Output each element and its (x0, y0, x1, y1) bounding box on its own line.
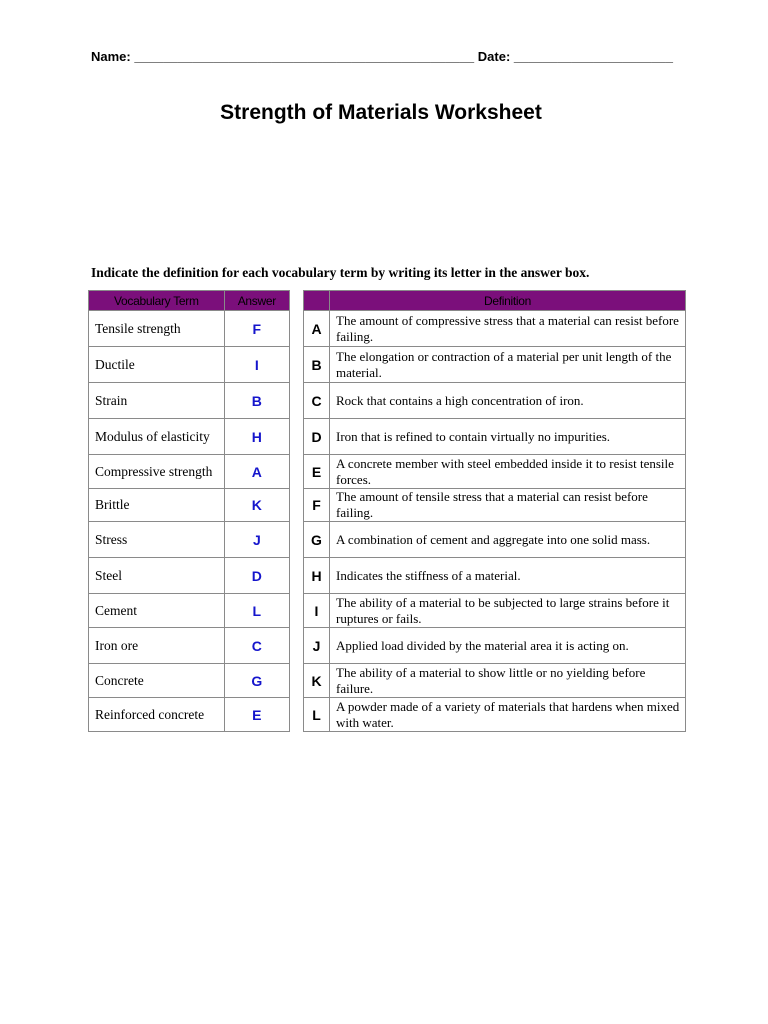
table-row (89, 489, 290, 522)
definition-text: Rock that contains a high concentration of iron. (330, 383, 686, 419)
table-row (304, 558, 686, 594)
table-row (89, 594, 290, 628)
table-row (89, 522, 290, 558)
definition-letter: C (304, 383, 330, 419)
definition-letter: B (304, 347, 330, 383)
vocabulary-table (88, 290, 290, 732)
definition-letter: J (304, 628, 330, 664)
definition-text: The amount of compressive stress that a material can resist before failing. (330, 311, 686, 347)
answer-box[interactable]: D (224, 558, 289, 594)
definition-text: A concrete member with steel embedded inside it to resist tensile forces. (330, 455, 686, 489)
answer-box[interactable]: E (224, 698, 289, 732)
definition-table-body (304, 311, 686, 732)
definition-letter: E (304, 455, 330, 489)
definition-letter: F (304, 489, 330, 522)
letter-header (304, 291, 330, 311)
definition-letter: A (304, 311, 330, 347)
table-row (304, 522, 686, 558)
vocabulary-table-body (89, 311, 290, 732)
definition-text: The ability of a material to show little or no yielding before failure. (330, 664, 686, 698)
vocabulary-term: Modulus of elasticity (89, 419, 225, 455)
definition-text: Indicates the stiffness of a material. (330, 558, 686, 594)
vocabulary-term: Compressive strength (89, 455, 225, 489)
table-row (304, 383, 686, 419)
answer-box[interactable]: C (224, 628, 289, 664)
definition-table (303, 290, 686, 732)
definition-letter: L (304, 698, 330, 732)
vocabulary-term: Brittle (89, 489, 225, 522)
table-row (304, 664, 686, 698)
table-row (304, 594, 686, 628)
table-row (304, 347, 686, 383)
answer-box[interactable]: A (224, 455, 289, 489)
definition-header: Definition (330, 291, 686, 311)
vocabulary-term: Cement (89, 594, 225, 628)
answer-box[interactable]: K (224, 489, 289, 522)
answer-box[interactable]: H (224, 419, 289, 455)
answer-box[interactable]: F (224, 311, 289, 347)
table-row (304, 628, 686, 664)
definition-text: The elongation or contraction of a material per unit length of the material. (330, 347, 686, 383)
page-title: Strength of Materials Worksheet (220, 101, 542, 124)
vocabulary-term: Stress (89, 522, 225, 558)
vocabulary-term: Ductile (89, 347, 225, 383)
answer-header: Answer (224, 291, 289, 311)
table-row (304, 455, 686, 489)
table-row (89, 347, 290, 383)
definition-letter: K (304, 664, 330, 698)
table-row (89, 419, 290, 455)
table-row (304, 419, 686, 455)
instructions: Indicate the definition for each vocabulary term by writing its letter in the answer box. (91, 265, 590, 280)
table-row (89, 311, 290, 347)
name-date-line: Name: _______________________________________________ Date: ______________________ (91, 49, 673, 64)
vocabulary-term: Concrete (89, 664, 225, 698)
table-row (304, 698, 686, 732)
table-row (89, 455, 290, 489)
vocabulary-term: Tensile strength (89, 311, 225, 347)
answer-box[interactable]: L (224, 594, 289, 628)
definition-text: The ability of a material to be subjected to large strains before it ruptures or fails. (330, 594, 686, 628)
definition-header-row (304, 291, 686, 311)
definition-letter: H (304, 558, 330, 594)
definition-text: Applied load divided by the material area it is acting on. (330, 628, 686, 664)
vocabulary-term: Reinforced concrete (89, 698, 225, 732)
table-row (89, 383, 290, 419)
vocabulary-term-header: Vocabulary Term (89, 291, 225, 311)
answer-box[interactable]: G (224, 664, 289, 698)
definition-text: A combination of cement and aggregate into one solid mass. (330, 522, 686, 558)
definition-letter: I (304, 594, 330, 628)
definition-text: A powder made of a variety of materials that hardens when mixed with water. (330, 698, 686, 732)
vocabulary-header-row (89, 291, 290, 311)
vocabulary-term: Iron ore (89, 628, 225, 664)
answer-box[interactable]: J (224, 522, 289, 558)
vocabulary-term: Steel (89, 558, 225, 594)
table-row (89, 558, 290, 594)
table-row (89, 628, 290, 664)
definition-letter: G (304, 522, 330, 558)
definition-text: The amount of tensile stress that a material can resist before failing. (330, 489, 686, 522)
table-row (89, 698, 290, 732)
answer-box[interactable]: I (224, 347, 289, 383)
definition-letter: D (304, 419, 330, 455)
table-row (304, 311, 686, 347)
answer-box[interactable]: B (224, 383, 289, 419)
table-row (89, 664, 290, 698)
vocabulary-term: Strain (89, 383, 225, 419)
table-row (304, 489, 686, 522)
definition-text: Iron that is refined to contain virtually no impurities. (330, 419, 686, 455)
